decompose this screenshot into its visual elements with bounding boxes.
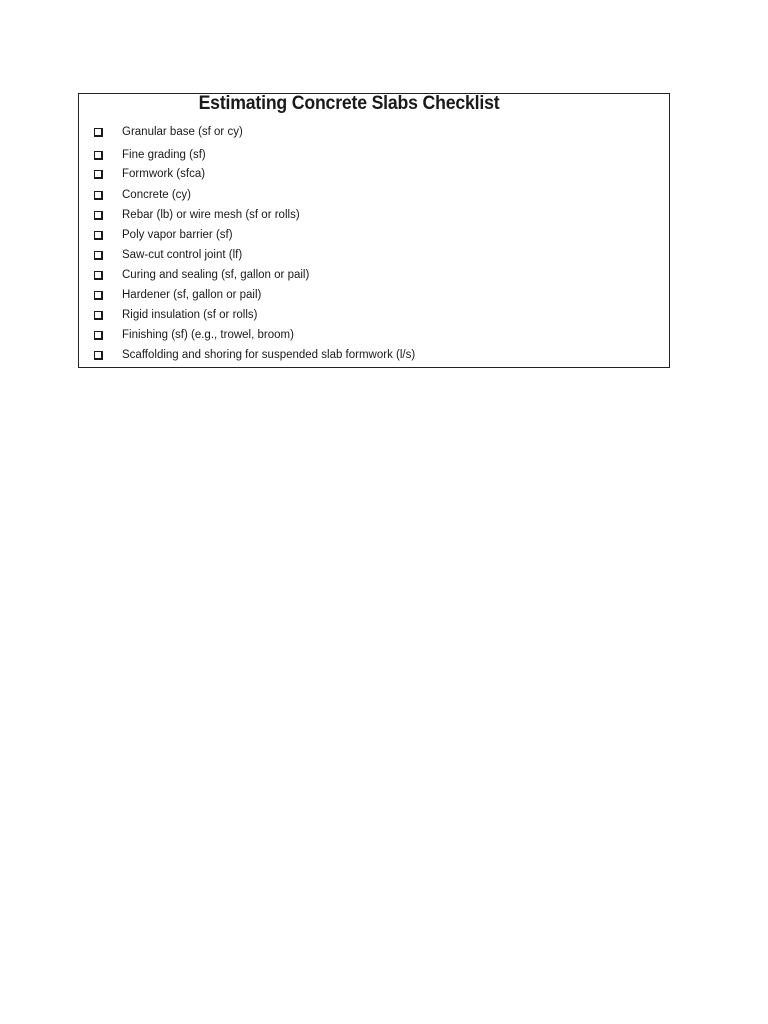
checkbox-icon[interactable] — [94, 191, 103, 200]
checkbox-icon[interactable] — [94, 271, 103, 280]
checklist-item-label: Hardener (sf, gallon or pail) — [122, 289, 262, 301]
checklist-box — [78, 93, 670, 368]
checklist-item — [79, 287, 669, 307]
checklist-item — [79, 227, 669, 247]
checkbox-icon[interactable] — [94, 331, 103, 340]
checkbox-icon[interactable] — [94, 351, 103, 360]
checklist-item — [79, 187, 669, 207]
checklist-item-label: Formwork (sfca) — [122, 168, 206, 180]
checkbox-icon[interactable] — [94, 291, 103, 300]
checkbox-icon[interactable] — [94, 128, 103, 137]
checklist-item-label: Saw-cut control joint (lf) — [122, 249, 243, 261]
checklist-item — [79, 347, 669, 367]
checklist-title: Estimating Concrete Slabs Checklist — [198, 93, 500, 114]
checklist-item-label: Rebar (lb) or wire mesh (sf or rolls) — [122, 209, 300, 221]
checklist-item — [79, 327, 669, 347]
checklist-item-label: Rigid insulation (sf or rolls) — [122, 309, 258, 321]
checklist-item — [79, 147, 669, 167]
checklist-item-label: Poly vapor barrier (sf) — [122, 229, 233, 241]
checklist-item — [79, 124, 669, 144]
checkbox-icon[interactable] — [94, 251, 103, 260]
checklist-item-label: Granular base (sf or cy) — [122, 126, 243, 138]
checklist-item — [79, 247, 669, 267]
checklist-item — [79, 207, 669, 227]
checklist-item — [79, 166, 669, 186]
checkbox-icon[interactable] — [94, 231, 103, 240]
checklist-item-label: Scaffolding and shoring for suspended slab formwork (l/s) — [122, 349, 416, 361]
checklist-item-label: Concrete (cy) — [122, 189, 192, 201]
checklist-item-label: Finishing (sf) (e.g., trowel, broom) — [122, 329, 294, 341]
checklist-item-label: Fine grading (sf) — [122, 149, 206, 161]
checkbox-icon[interactable] — [94, 211, 103, 220]
checkbox-icon[interactable] — [94, 151, 103, 160]
checklist-item — [79, 307, 669, 327]
checklist-item — [79, 267, 669, 287]
checkbox-icon[interactable] — [94, 170, 103, 179]
checkbox-icon[interactable] — [94, 311, 103, 320]
checklist-item-label: Curing and sealing (sf, gallon or pail) — [122, 269, 310, 281]
